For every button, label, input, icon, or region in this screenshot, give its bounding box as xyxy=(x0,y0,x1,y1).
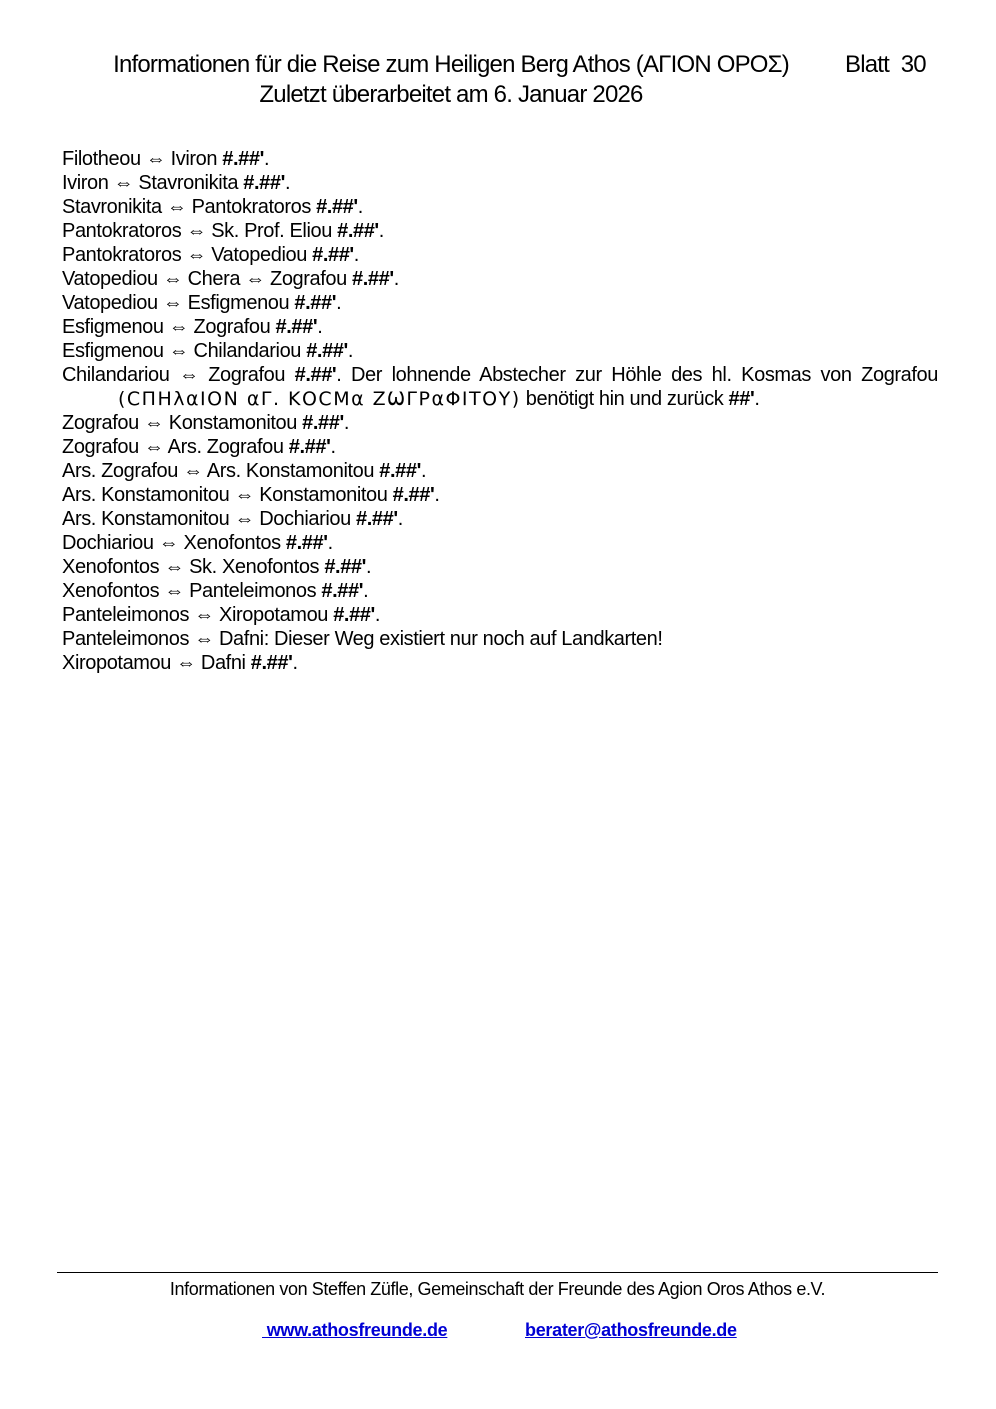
route-text: Chilandariou ⇔ Zografou xyxy=(62,364,295,386)
route-line xyxy=(62,483,938,507)
route-text: benötigt hin und zurück xyxy=(520,388,729,410)
route-text: . xyxy=(754,388,760,410)
route-line xyxy=(62,555,938,579)
route-duration: #.##' xyxy=(288,436,331,458)
route-text: Pantokratoros ⇔ Sk. Prof. Eliou xyxy=(62,220,338,242)
route-text: . xyxy=(343,412,349,434)
route-duration: #.##' xyxy=(302,412,344,434)
route-duration: #.##' xyxy=(243,172,285,194)
route-duration: #.##' xyxy=(250,652,293,674)
route-text: Pantokratoros ⇔ Vatopediou xyxy=(62,244,313,266)
page-header xyxy=(0,50,902,110)
route-line xyxy=(62,459,938,483)
route-text: . xyxy=(420,460,427,482)
route-duration: #.##' xyxy=(324,556,366,578)
route-line xyxy=(62,291,938,315)
route-duration: #.##' xyxy=(337,220,379,242)
route-text: Iviron ⇔ Stavronikita xyxy=(62,172,244,194)
route-text: . xyxy=(327,532,333,554)
sheet-number: Blatt 30 xyxy=(845,51,926,78)
footer-credit: Informationen von Steffen Züfle, Gemeinschaft der Freunde des Agion Oros Athos e.V. xyxy=(169,1279,826,1299)
route-duration: #.##' xyxy=(294,292,337,314)
route-duration: ##' xyxy=(728,388,755,410)
route-text: . xyxy=(374,604,381,626)
route-line xyxy=(62,267,938,291)
route-duration: #.##' xyxy=(285,532,328,554)
route-text: Vatopediou ⇔ Esfigmenou xyxy=(62,292,295,314)
route-duration: #.##' xyxy=(294,364,337,386)
route-text: Zografou ⇔ Konstamonitou xyxy=(62,412,303,434)
route-text: Xenofontos ⇔ Panteleimonos xyxy=(62,580,322,602)
route-text: . xyxy=(363,580,369,602)
route-text: . xyxy=(357,196,363,218)
route-line xyxy=(62,603,938,627)
route-text: . xyxy=(366,556,372,578)
route-duration: #.##' xyxy=(275,316,318,338)
email-link[interactable]: berater@athosfreunde.de xyxy=(525,1320,737,1340)
routes-list xyxy=(62,147,938,675)
route-text: Dochiariou ⇔ Xenofontos xyxy=(62,532,286,554)
route-text: . xyxy=(336,292,342,314)
route-line xyxy=(62,651,938,675)
route-text: . xyxy=(347,340,354,362)
route-text: Xiropotamou ⇔ Dafni xyxy=(62,652,251,674)
route-text: Xenofontos ⇔ Sk. Xenofontos xyxy=(62,556,325,578)
route-duration: #.##' xyxy=(316,196,358,218)
route-duration: #.##' xyxy=(306,340,348,362)
route-line xyxy=(62,195,938,219)
route-line xyxy=(62,243,938,267)
route-text: Vatopediou ⇔ Chera ⇔ Zografou xyxy=(62,268,353,290)
route-line xyxy=(62,627,938,651)
route-text: Zografou ⇔ Ars. Zografou xyxy=(62,436,289,458)
route-text: Panteleimonos ⇔ Xiropotamou xyxy=(62,604,334,626)
route-line xyxy=(62,579,938,603)
route-line xyxy=(62,339,938,363)
route-duration: #.##' xyxy=(222,148,264,170)
route-line xyxy=(62,171,938,195)
route-text: . xyxy=(353,244,359,266)
route-note-line xyxy=(62,363,938,411)
route-line xyxy=(62,147,938,171)
route-text: Esfigmenou ⇔ Zografou xyxy=(62,316,276,338)
route-line xyxy=(62,507,938,531)
greek-cave-name: (ϹΠΗλαΙΟΝ αΓ. ΚΟϹΜα ΖѠΓΡαΦΙΤΟΥ) xyxy=(118,388,521,410)
route-text: . xyxy=(378,220,384,242)
route-text: Stavronikita ⇔ Pantokratoros xyxy=(62,196,317,218)
route-duration: #.##' xyxy=(321,580,364,602)
route-text: . xyxy=(263,148,270,170)
route-duration: #.##' xyxy=(333,604,375,626)
route-text: . xyxy=(434,484,440,506)
route-text: Ars. Konstamonitou ⇔ Dochiariou xyxy=(62,508,357,530)
route-text: Esfigmenou ⇔ Chilandariou xyxy=(62,340,307,362)
revision-date: Zuletzt überarbeitet am 6. Januar 2026 xyxy=(259,81,643,108)
website-link[interactable]: www.athosfreunde.de xyxy=(262,1320,448,1340)
route-line xyxy=(62,531,938,555)
route-text: Filotheou ⇔ Iviron xyxy=(62,148,223,170)
route-duration: #.##' xyxy=(356,508,398,530)
route-line xyxy=(62,411,938,435)
route-text: . xyxy=(292,652,298,674)
route-text: . xyxy=(317,316,323,338)
footer-divider xyxy=(57,1272,938,1273)
route-line xyxy=(62,315,938,339)
document-title: Informationen für die Reise zum Heiligen Berg Athos (ΑΓΙΟΝ ΟΡΟΣ) xyxy=(113,51,789,78)
route-text: . Der lohnende Abstecher zur Höhle des hl. Kosmas von Zografou xyxy=(336,364,939,386)
route-text: Panteleimonos ⇔ Dafni: Dieser Weg existiert nur noch auf Landkarten! xyxy=(62,628,663,650)
route-line xyxy=(62,219,938,243)
route-text: Ars. Zografou ⇔ Ars. Konstamonitou xyxy=(62,460,380,482)
route-duration: #.##' xyxy=(392,484,435,506)
route-text: . xyxy=(397,508,403,530)
route-duration: #.##' xyxy=(312,244,354,266)
route-text: Ars. Konstamonitou ⇔ Konstamonitou xyxy=(62,484,393,506)
route-text: . xyxy=(284,172,291,194)
route-text: . xyxy=(393,268,399,290)
route-duration: #.##' xyxy=(352,268,394,290)
route-text: . xyxy=(330,436,336,458)
route-line xyxy=(62,435,938,459)
route-duration: #.##' xyxy=(379,460,421,482)
